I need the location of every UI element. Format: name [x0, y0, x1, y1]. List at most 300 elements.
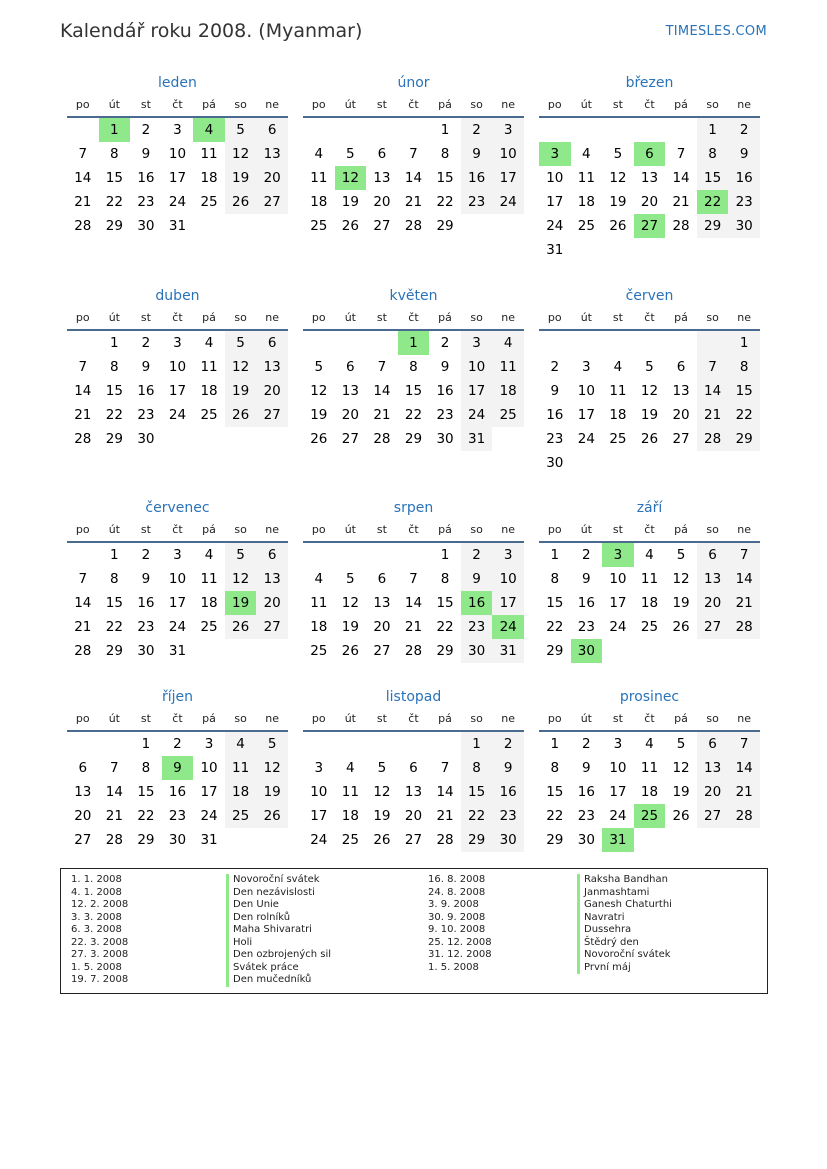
legend-holiday-name: Štědrý den	[577, 937, 672, 950]
day-cell: 27	[256, 403, 288, 427]
week-row	[67, 403, 288, 427]
day-cell: 17	[609, 784, 627, 800]
empty-day-cell	[602, 118, 634, 142]
day-cell: 27	[74, 832, 92, 848]
day-cell: 24	[168, 619, 187, 635]
day-cell: 5	[346, 146, 355, 162]
week-row	[67, 567, 288, 591]
empty-day-cell	[634, 118, 666, 142]
legend-holiday-date: 1. 1. 2008	[71, 874, 122, 885]
day-cell: 6	[346, 359, 355, 375]
day-cell: 28	[105, 832, 123, 848]
week-row	[67, 214, 288, 238]
weekday-label: út	[580, 523, 592, 536]
day-cell: 15	[105, 595, 123, 611]
empty-day-cell	[256, 639, 288, 663]
day-cell: 23	[577, 619, 595, 635]
empty-day-cell	[67, 732, 99, 756]
week-row	[303, 379, 524, 403]
weekday-label: út	[344, 712, 356, 725]
day-cell: 30	[137, 431, 155, 447]
day-cell: 26	[310, 431, 328, 447]
empty-day-cell	[697, 639, 729, 663]
weekday-label: so	[234, 712, 247, 725]
day-cell: 30	[168, 832, 187, 848]
empty-day-cell	[398, 118, 430, 142]
day-cell: 16	[546, 407, 564, 423]
day-cell: 13	[74, 784, 92, 800]
day-cell: 10	[310, 784, 328, 800]
day-cell: 21	[373, 407, 391, 423]
day-cell: 15	[546, 784, 564, 800]
day-cell: 28	[404, 218, 423, 234]
weekday-header	[539, 94, 760, 118]
weekday-label: čt	[172, 98, 183, 111]
day-cell: 25	[200, 194, 218, 210]
day-cell: 26	[609, 218, 627, 234]
day-cell: 24	[492, 190, 524, 214]
week-row	[539, 166, 760, 190]
day-cell: 29	[105, 431, 123, 447]
day-cell: 11	[310, 595, 328, 611]
day-cell: 23	[168, 808, 187, 824]
weekday-label: po	[75, 523, 90, 536]
month-červenec	[67, 497, 288, 663]
day-cell: 15	[546, 595, 564, 611]
week-row	[303, 331, 524, 355]
legend-holiday-name: Janmashtami	[577, 887, 672, 900]
day-cell: 27	[256, 190, 288, 214]
empty-day-cell	[728, 639, 760, 663]
weekday-label: čt	[644, 523, 655, 536]
day-cell: 17	[546, 194, 564, 210]
day-cell: 2	[173, 736, 182, 752]
day-cell: 25	[200, 407, 218, 423]
day-cell: 5	[377, 760, 387, 776]
week-row	[67, 379, 288, 403]
day-cell: 16	[492, 780, 524, 804]
week-row	[303, 756, 524, 780]
week-row	[539, 756, 760, 780]
week-row	[67, 190, 288, 214]
week-row	[303, 591, 524, 615]
weekday-label: st	[376, 712, 387, 725]
weekday-label: ne	[737, 523, 752, 536]
week-row	[539, 190, 760, 214]
day-cell: 13	[640, 170, 659, 186]
weekday-label: út	[580, 311, 592, 324]
empty-day-cell	[602, 451, 634, 475]
day-cell: 25	[225, 804, 257, 828]
day-cell: 6	[697, 543, 729, 567]
empty-day-cell	[193, 427, 225, 451]
day-cell: 12	[225, 567, 257, 591]
week-row	[539, 142, 760, 166]
legend-holiday-date: 19. 7. 2008	[71, 974, 129, 985]
empty-day-cell	[492, 427, 524, 451]
day-cell: 29	[436, 218, 454, 234]
day-cell: 5	[613, 146, 623, 162]
empty-day-cell	[335, 543, 367, 567]
week-row	[303, 190, 524, 214]
weekday-header	[539, 708, 760, 732]
legend-holiday-name: Raksha Bandhan	[577, 874, 672, 887]
weekday-label: út	[108, 98, 120, 111]
legend-holiday-name: Navratri	[577, 912, 672, 925]
week-row	[539, 403, 760, 427]
day-cell: 23	[492, 804, 524, 828]
month-březen	[539, 72, 760, 262]
day-cell: 27	[341, 431, 359, 447]
day-cell: 29	[436, 643, 454, 659]
week-row	[539, 451, 760, 475]
day-cell: 9	[461, 142, 493, 166]
day-cell: 21	[105, 808, 123, 824]
day-cell: 4	[492, 331, 524, 355]
page-title: Kalendář roku 2008. (Myanmar)	[60, 20, 363, 42]
day-cell: 20	[256, 166, 288, 190]
empty-day-cell	[697, 451, 729, 475]
weekday-label: po	[311, 523, 326, 536]
weekday-label: pá	[202, 523, 216, 536]
empty-day-cell	[571, 451, 603, 475]
weekday-label: čt	[644, 712, 655, 725]
week-row	[67, 828, 288, 852]
week-row	[67, 166, 288, 190]
week-row	[303, 732, 524, 756]
day-cell: 2	[141, 547, 151, 563]
day-cell: 10	[492, 142, 524, 166]
day-cell: 17	[168, 383, 187, 399]
holiday-day-cell: 12	[335, 166, 367, 190]
weekday-label: ne	[265, 98, 280, 111]
weekday-label: ne	[737, 311, 752, 324]
day-cell: 8	[697, 142, 729, 166]
day-cell: 18	[225, 780, 257, 804]
day-cell: 4	[204, 547, 214, 563]
empty-day-cell	[366, 543, 398, 567]
day-cell: 9	[461, 567, 493, 591]
day-cell: 4	[645, 547, 654, 563]
week-row	[303, 403, 524, 427]
day-cell: 1	[440, 122, 450, 138]
day-cell: 10	[609, 571, 627, 587]
week-row	[303, 615, 524, 639]
empty-day-cell	[697, 238, 729, 262]
day-cell: 12	[256, 756, 288, 780]
weekday-label: st	[140, 311, 151, 324]
day-cell: 21	[74, 194, 92, 210]
day-cell: 23	[137, 194, 155, 210]
day-cell: 13	[341, 383, 359, 399]
day-cell: 13	[697, 756, 729, 780]
day-cell: 5	[676, 547, 686, 563]
day-cell: 26	[640, 431, 659, 447]
day-cell: 27	[697, 615, 729, 639]
day-cell: 14	[105, 784, 123, 800]
day-cell: 24	[168, 194, 187, 210]
month-červen	[539, 285, 760, 475]
day-cell: 4	[314, 146, 324, 162]
day-cell: 20	[373, 619, 391, 635]
day-cell: 17	[461, 379, 493, 403]
day-cell: 22	[137, 808, 155, 824]
day-cell: 13	[404, 784, 423, 800]
weekday-label: pá	[202, 98, 216, 111]
month-title: červen	[625, 288, 674, 304]
day-cell: 19	[256, 780, 288, 804]
day-cell: 15	[105, 170, 123, 186]
day-cell: 26	[672, 619, 690, 635]
week-row	[303, 543, 524, 567]
legend-holiday-date: 24. 8. 2008	[428, 886, 486, 898]
empty-day-cell	[571, 118, 603, 142]
legend-names-column-1	[226, 874, 331, 987]
day-cell: 19	[672, 595, 690, 611]
empty-day-cell	[256, 214, 288, 238]
day-cell: 29	[461, 828, 493, 852]
weekday-header	[539, 519, 760, 543]
weekday-label: ne	[737, 712, 752, 725]
week-row	[67, 331, 288, 355]
day-cell: 8	[461, 756, 493, 780]
day-cell: 17	[310, 808, 328, 824]
weekday-header	[303, 708, 524, 732]
weekday-header	[539, 307, 760, 331]
day-cell: 23	[546, 431, 564, 447]
day-cell: 12	[341, 595, 359, 611]
day-cell: 11	[310, 170, 328, 186]
day-cell: 13	[256, 567, 288, 591]
empty-day-cell	[398, 543, 430, 567]
day-cell: 7	[676, 146, 686, 162]
weekday-label: po	[311, 98, 326, 111]
day-cell: 3	[204, 736, 214, 752]
day-cell: 24	[577, 431, 595, 447]
day-cell: 25	[492, 403, 524, 427]
day-cell: 12	[672, 571, 690, 587]
day-cell: 9	[141, 571, 151, 587]
month-prosinec	[539, 686, 760, 852]
empty-day-cell	[366, 732, 398, 756]
day-cell: 13	[256, 142, 288, 166]
legend-holiday-date: 16. 8. 2008	[428, 874, 486, 885]
day-cell: 25	[310, 218, 328, 234]
empty-day-cell	[665, 331, 697, 355]
day-cell: 5	[225, 118, 257, 142]
weekday-label: po	[75, 311, 90, 324]
day-cell: 6	[377, 571, 387, 587]
day-cell: 10	[546, 170, 564, 186]
weekday-header	[67, 94, 288, 118]
empty-day-cell	[366, 118, 398, 142]
week-row	[539, 543, 760, 567]
legend-holiday-name: Novoroční svátek	[226, 874, 331, 887]
legend-holiday-name: Den nezávislosti	[226, 887, 331, 900]
legend-holiday-name: Den ozbrojených sil	[226, 949, 331, 962]
day-cell: 11	[225, 756, 257, 780]
day-cell: 24	[546, 218, 564, 234]
day-cell: 14	[404, 170, 423, 186]
empty-day-cell	[728, 238, 760, 262]
holiday-day-cell: 27	[634, 214, 666, 238]
month-title: duben	[155, 288, 200, 304]
empty-day-cell	[602, 238, 634, 262]
empty-day-cell	[335, 331, 367, 355]
day-cell: 26	[341, 218, 359, 234]
day-cell: 25	[609, 431, 627, 447]
day-cell: 18	[310, 619, 328, 635]
week-row	[539, 591, 760, 615]
weekday-label: út	[344, 523, 356, 536]
day-cell: 30	[436, 431, 454, 447]
day-cell: 7	[440, 760, 450, 776]
day-cell: 6	[409, 760, 418, 776]
weekday-label: st	[612, 712, 623, 725]
empty-day-cell	[571, 331, 603, 355]
day-cell: 29	[697, 214, 729, 238]
holiday-day-cell: 9	[162, 756, 194, 780]
day-cell: 27	[256, 615, 288, 639]
week-row	[67, 615, 288, 639]
legend-holiday-date: 6. 3. 2008	[71, 924, 122, 935]
weekday-label: so	[706, 712, 719, 725]
day-cell: 24	[310, 832, 328, 848]
day-cell: 5	[314, 359, 324, 375]
weekday-label: ne	[265, 523, 280, 536]
week-row	[539, 732, 760, 756]
weekday-label: st	[612, 98, 623, 111]
day-cell: 20	[697, 591, 729, 615]
day-cell: 28	[74, 431, 92, 447]
empty-day-cell	[256, 427, 288, 451]
day-cell: 17	[168, 170, 187, 186]
month-title: srpen	[393, 500, 434, 516]
week-row	[539, 379, 760, 403]
legend-holiday-date: 3. 3. 2008	[71, 911, 122, 923]
day-cell: 4	[582, 146, 591, 162]
day-cell: 7	[377, 359, 387, 375]
holiday-day-cell: 31	[602, 828, 634, 852]
week-row	[539, 118, 760, 142]
day-cell: 30	[492, 828, 524, 852]
day-cell: 6	[377, 146, 387, 162]
day-cell: 12	[672, 760, 690, 776]
weekday-label: st	[140, 98, 151, 111]
empty-day-cell	[634, 331, 666, 355]
day-cell: 2	[582, 736, 591, 752]
day-cell: 28	[74, 218, 92, 234]
day-cell: 13	[373, 170, 391, 186]
day-cell: 24	[168, 407, 187, 423]
day-cell: 22	[546, 808, 564, 824]
holiday-day-cell: 3	[602, 543, 634, 567]
weekday-header	[303, 307, 524, 331]
weekday-label: čt	[172, 311, 183, 324]
day-cell: 10	[609, 760, 627, 776]
weekday-label: so	[470, 523, 483, 536]
day-cell: 13	[373, 595, 391, 611]
day-cell: 22	[404, 407, 423, 423]
day-cell: 7	[728, 732, 760, 756]
empty-day-cell	[225, 214, 257, 238]
week-row	[303, 142, 524, 166]
weekday-label: čt	[172, 523, 183, 536]
month-title: červenec	[145, 500, 210, 516]
day-cell: 31	[200, 832, 218, 848]
weekday-label: po	[75, 98, 90, 111]
empty-day-cell	[728, 451, 760, 475]
day-cell: 19	[640, 407, 659, 423]
legend-holiday-name: Ganesh Chaturthi	[577, 899, 672, 912]
holiday-day-cell: 1	[99, 118, 131, 142]
day-cell: 4	[346, 760, 355, 776]
day-cell: 20	[697, 780, 729, 804]
legend-holiday-date: 9. 10. 2008	[428, 924, 486, 935]
day-cell: 20	[256, 379, 288, 403]
day-cell: 22	[105, 194, 123, 210]
day-cell: 28	[436, 832, 454, 848]
weekday-label: pá	[202, 311, 216, 324]
day-cell: 20	[256, 591, 288, 615]
day-cell: 16	[436, 383, 454, 399]
week-row	[303, 804, 524, 828]
weekday-label: pá	[438, 712, 452, 725]
weekday-label: út	[108, 311, 120, 324]
month-květen	[303, 285, 524, 451]
weekday-label: st	[376, 523, 387, 536]
legend-holiday-date: 25. 12. 2008	[428, 936, 492, 948]
day-cell: 4	[204, 335, 214, 351]
day-cell: 15	[436, 595, 454, 611]
day-cell: 8	[550, 760, 560, 776]
day-cell: 12	[373, 784, 391, 800]
empty-day-cell	[665, 238, 697, 262]
day-cell: 7	[78, 146, 88, 162]
weekday-label: ne	[737, 98, 752, 111]
day-cell: 1	[461, 732, 493, 756]
legend-holiday-date: 4. 1. 2008	[71, 886, 122, 898]
day-cell: 24	[609, 619, 627, 635]
day-cell: 1	[728, 331, 760, 355]
day-cell: 7	[409, 146, 418, 162]
legend-holiday-name: Den mučedníků	[226, 974, 331, 987]
day-cell: 1	[141, 736, 151, 752]
legend-holiday-date: 30. 9. 2008	[428, 911, 486, 923]
month-title: říjen	[161, 689, 194, 705]
day-cell: 26	[373, 832, 391, 848]
empty-day-cell	[539, 331, 571, 355]
day-cell: 12	[609, 170, 627, 186]
weekday-label: pá	[438, 98, 452, 111]
empty-day-cell	[697, 828, 729, 852]
empty-day-cell	[492, 214, 524, 238]
day-cell: 12	[225, 355, 257, 379]
day-cell: 11	[609, 383, 627, 399]
day-cell: 6	[256, 118, 288, 142]
day-cell: 2	[582, 547, 591, 563]
day-cell: 8	[110, 146, 119, 162]
day-cell: 27	[697, 804, 729, 828]
empty-day-cell	[665, 639, 697, 663]
weekday-label: ne	[501, 311, 516, 324]
day-cell: 21	[728, 591, 760, 615]
site-link[interactable]: TIMESLES.COM	[665, 24, 767, 39]
holiday-day-cell: 6	[634, 142, 666, 166]
day-cell: 20	[672, 407, 690, 423]
day-cell: 6	[256, 331, 288, 355]
day-cell: 16	[577, 595, 595, 611]
